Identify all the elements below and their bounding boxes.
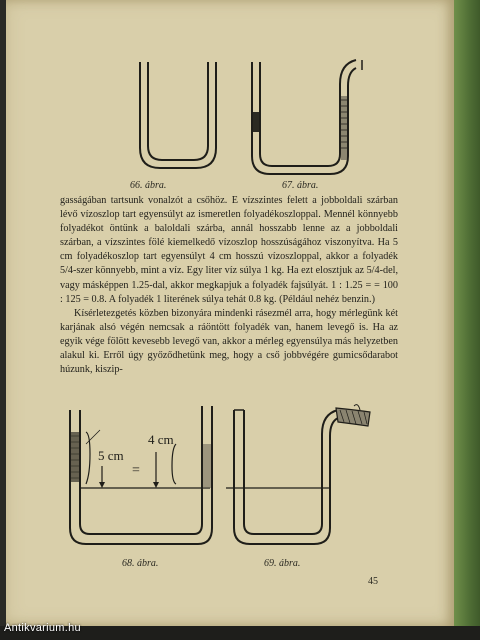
u-tube-66-drawing [112,56,232,184]
figure-67 [244,56,374,184]
u-tube-69-drawing [226,404,386,552]
figure-69-caption: 69. ábra. [264,558,301,569]
svg-text:=: = [132,463,140,478]
paragraph-2: Kísérletezgetés közben bizonyára mindenki rásezmél arra, hogy mérlegünk két karjának alsó végén nemcsak a ráöntött folyadék van, hanem levegő is. Ha az egyik vége fölött kevesebb levegő van, akkor a mérleg egyensúlya más helyzetben alakul ki. Erről úgy győződhetünk meg, hogy a cső jobbvégére gumicsődarabot húzunk, kiszip- [60,307,398,376]
figure-68-caption: 68. ábra. [122,558,159,569]
figure-66-caption: 66. ábra. [130,180,167,191]
page-number: 45 [368,576,378,587]
label-5cm: 5 cm [98,448,124,463]
u-tube-68-drawing [60,404,222,552]
watermark: Antikvarium.hu [4,622,81,634]
u-tube-67-drawing [244,56,374,184]
figure-66 [112,56,232,184]
paragraph-1: gasságában tartsunk vonalzót a csőhöz. E vízszintes felett a jobboldali szárban lévő vízoszlop tart egyensúlyt az ismeretlen folyadékoszloppal. Mennél könnyebb folyadékot öntünk a baloldali szárba, annál hosszabb lenne az a jobboldali szárban, a vízszintes fölé kiemelkedő vízoszlop hosszúságához viszonyítva. Ha 5 cm folyadékoszlop tart egyensúlyt 4 cm hosszú vízoszloppal, akkor a folyadék 5/4-szer könnyebb, mint a víz. Egy liter víz súlya 1 kg. Ha ezt elosztjuk az 5/4-del, vagy másképpen 1.25-dal, akkor megkapjuk a folyadék fajsúlyát. 1 : 1.25 = = 100 : 125 = 0.8. A folyadék 1 literének súlya tehát 0.8 kg. (Például nehéz benzin.) [60,195,398,305]
figure-69 [226,404,386,552]
figure-68 [60,404,222,552]
book-spine [454,0,480,626]
label-4cm: 4 cm [148,432,174,447]
figure-67-caption: 67. ábra. [282,180,319,191]
body-text [60,194,398,377]
